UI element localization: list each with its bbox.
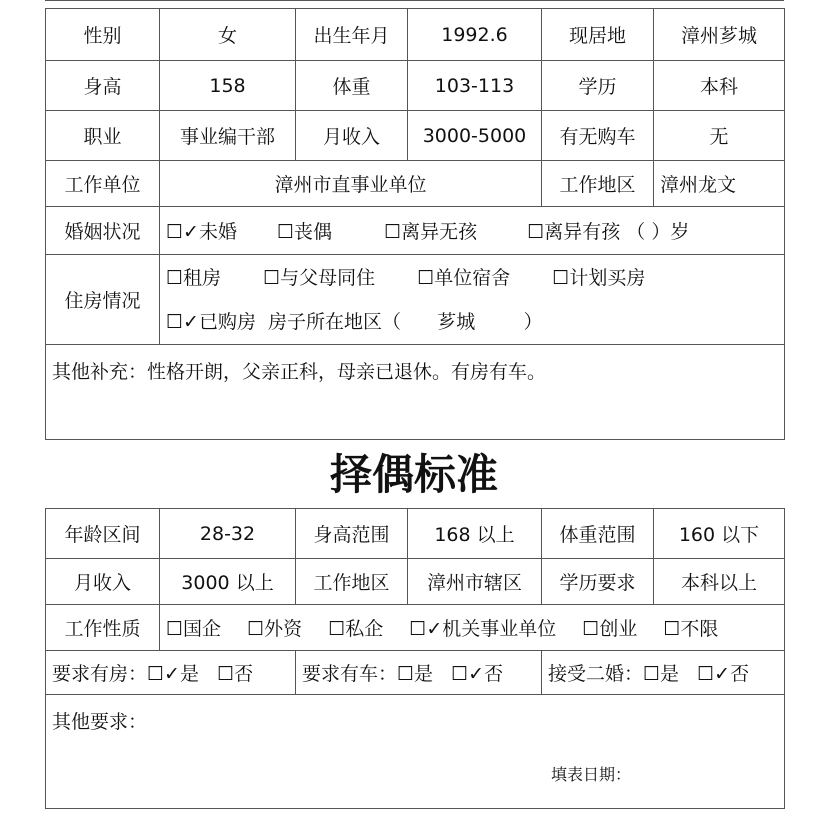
job-label: 职业 xyxy=(46,111,160,161)
housing-options xyxy=(160,255,785,345)
table-row xyxy=(46,9,785,61)
car-label: 有无购车 xyxy=(542,111,654,161)
remarry-requirement[interactable]: 接受二婚：☐是 ☐✓否 xyxy=(542,651,785,695)
req-education-value: 本科以上 xyxy=(654,559,785,605)
other-note: 其他补充：性格开朗，父亲正科，母亲已退休。有房有车。 xyxy=(46,345,785,440)
req-income-value: 3000 以上 xyxy=(160,559,296,605)
income-label: 月收入 xyxy=(296,111,408,161)
table-row xyxy=(46,695,785,809)
table-row xyxy=(46,255,785,345)
weight-range-label: 体重范围 xyxy=(542,509,654,559)
work-area-value: 漳州龙文 xyxy=(654,161,785,207)
req-education-label: 学历要求 xyxy=(542,559,654,605)
job-option-foreign[interactable]: ☐外资 xyxy=(247,618,303,640)
house-requirement[interactable]: 要求有房：☐✓是 ☐否 xyxy=(46,651,296,695)
req-area-value: 漳州市辖区 xyxy=(408,559,542,605)
weight-label: 体重 xyxy=(296,61,408,111)
housing-option-dorm[interactable]: ☐单位宿舍 xyxy=(417,266,511,289)
car-requirement[interactable]: 要求有车：☐是 ☐✓否 xyxy=(296,651,542,695)
table-row xyxy=(46,61,785,111)
age-range-label: 年龄区间 xyxy=(46,509,160,559)
gender-value: 女 xyxy=(160,9,296,61)
job-value: 事业编干部 xyxy=(160,111,296,161)
job-nature-options xyxy=(160,605,785,651)
job-nature-label: 工作性质 xyxy=(46,605,160,651)
weight-value: 103-113 xyxy=(408,61,542,111)
height-label: 身高 xyxy=(46,61,160,111)
table-row xyxy=(46,111,785,161)
marriage-option-divorced-no-child[interactable]: ☐离异无孩 xyxy=(384,221,478,243)
table-row xyxy=(46,605,785,651)
residence-label: 现居地 xyxy=(542,9,654,61)
marriage-option-unmarried[interactable]: ☐✓未婚 xyxy=(166,221,237,243)
criteria-table xyxy=(45,508,785,809)
work-area-label: 工作地区 xyxy=(542,161,654,207)
residence-value: 漳州芗城 xyxy=(654,9,785,61)
housing-option-owned[interactable]: ☐✓已购房 房子所在地区（ 芗城 ） xyxy=(166,310,543,333)
marriage-option-divorced-with-child[interactable]: ☐离异有孩 （ ）岁 xyxy=(527,221,690,243)
fill-date-label: 填表日期： xyxy=(551,765,632,784)
job-option-government[interactable]: ☐✓机关事业单位 xyxy=(409,618,557,640)
housing-option-plan-buy[interactable]: ☐计划买房 xyxy=(552,266,646,289)
table-row xyxy=(46,345,785,440)
personal-info-table xyxy=(45,8,785,440)
birth-label: 出生年月 xyxy=(296,9,408,61)
height-value: 158 xyxy=(160,61,296,111)
table-row xyxy=(46,161,785,207)
car-value: 无 xyxy=(654,111,785,161)
birth-value: 1992.6 xyxy=(408,9,542,61)
housing-label: 住房情况 xyxy=(46,255,160,345)
job-option-startup[interactable]: ☐创业 xyxy=(582,618,638,640)
table-row xyxy=(46,559,785,605)
height-range-value: 168 以上 xyxy=(408,509,542,559)
table-row xyxy=(46,509,785,559)
table-row xyxy=(46,207,785,255)
housing-options-line1 xyxy=(166,256,778,300)
marriage-option-widowed[interactable]: ☐丧偶 xyxy=(277,221,333,243)
income-value: 3000-5000 xyxy=(408,111,542,161)
job-option-soe[interactable]: ☐国企 xyxy=(166,618,222,640)
marriage-label: 婚姻状况 xyxy=(46,207,160,255)
gender-label: 性别 xyxy=(46,9,160,61)
housing-option-rent[interactable]: ☐租房 xyxy=(166,266,222,289)
weight-range-value: 160 以下 xyxy=(654,509,785,559)
req-income-label: 月收入 xyxy=(46,559,160,605)
table-row xyxy=(46,651,785,695)
other-requirements: 其他要求： xyxy=(46,695,785,809)
marriage-options xyxy=(160,207,785,255)
work-unit-label: 工作单位 xyxy=(46,161,160,207)
criteria-title: 择偶标准 xyxy=(329,450,498,499)
education-value: 本科 xyxy=(654,61,785,111)
job-option-any[interactable]: ☐不限 xyxy=(663,618,719,640)
height-range-label: 身高范围 xyxy=(296,509,408,559)
housing-option-with-parents[interactable]: ☐与父母同住 xyxy=(263,266,376,289)
work-unit-value: 漳州市直事业单位 xyxy=(160,161,542,207)
age-range-value: 28-32 xyxy=(160,509,296,559)
job-option-private[interactable]: ☐私企 xyxy=(328,618,384,640)
education-label: 学历 xyxy=(542,61,654,111)
top-border xyxy=(45,0,784,1)
req-area-label: 工作地区 xyxy=(296,559,408,605)
